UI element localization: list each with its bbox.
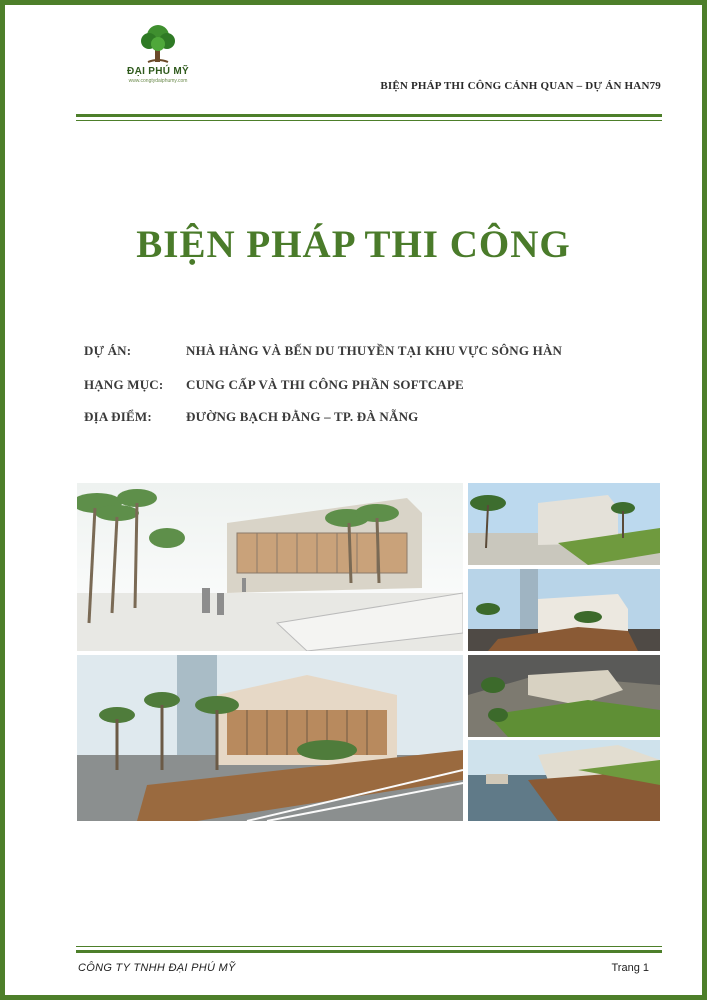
rendering-side-4: [468, 740, 660, 821]
tree-icon: [118, 22, 198, 66]
info-value: CUNG CẤP VÀ THI CÔNG PHẦN SOFTCAPE: [186, 377, 464, 392]
rendering-side-2: [468, 569, 660, 651]
footer-company: CÔNG TY TNHH ĐẠI PHÚ MỸ: [78, 962, 236, 974]
header-rule-thick: [76, 114, 662, 117]
header-title: BIỆN PHÁP THI CÔNG CẢNH QUAN – DỰ ÁN HAN79: [380, 80, 661, 92]
footer-page-number: Trang 1: [611, 962, 649, 974]
footer-rule-thin: [76, 946, 662, 947]
rendering-side-3: [468, 655, 660, 737]
rendering-main-top: [77, 483, 463, 651]
info-label: DỰ ÁN:: [84, 343, 132, 358]
info-value: ĐƯỜNG BẠCH ĐẰNG – TP. ĐÀ NẴNG: [186, 409, 419, 424]
rendering-side-1: [468, 483, 660, 565]
company-logo: [118, 22, 198, 88]
logo-name: ĐẠI PHÚ MỸ: [127, 66, 189, 77]
logo-url: www.congtydaiphumy.com: [128, 78, 188, 84]
rendering-main-bottom: [77, 655, 463, 821]
info-label: HẠNG MỤC:: [84, 377, 164, 392]
footer-rule-thick: [76, 950, 662, 953]
info-value: NHÀ HÀNG VÀ BẾN DU THUYỀN TẠI KHU VỰC SÔNG HÀN: [186, 343, 563, 358]
header-rule-thin: [76, 120, 662, 121]
info-label: ĐỊA ĐIỂM:: [84, 409, 152, 424]
main-title: BIỆN PHÁP THI CÔNG: [136, 223, 571, 266]
